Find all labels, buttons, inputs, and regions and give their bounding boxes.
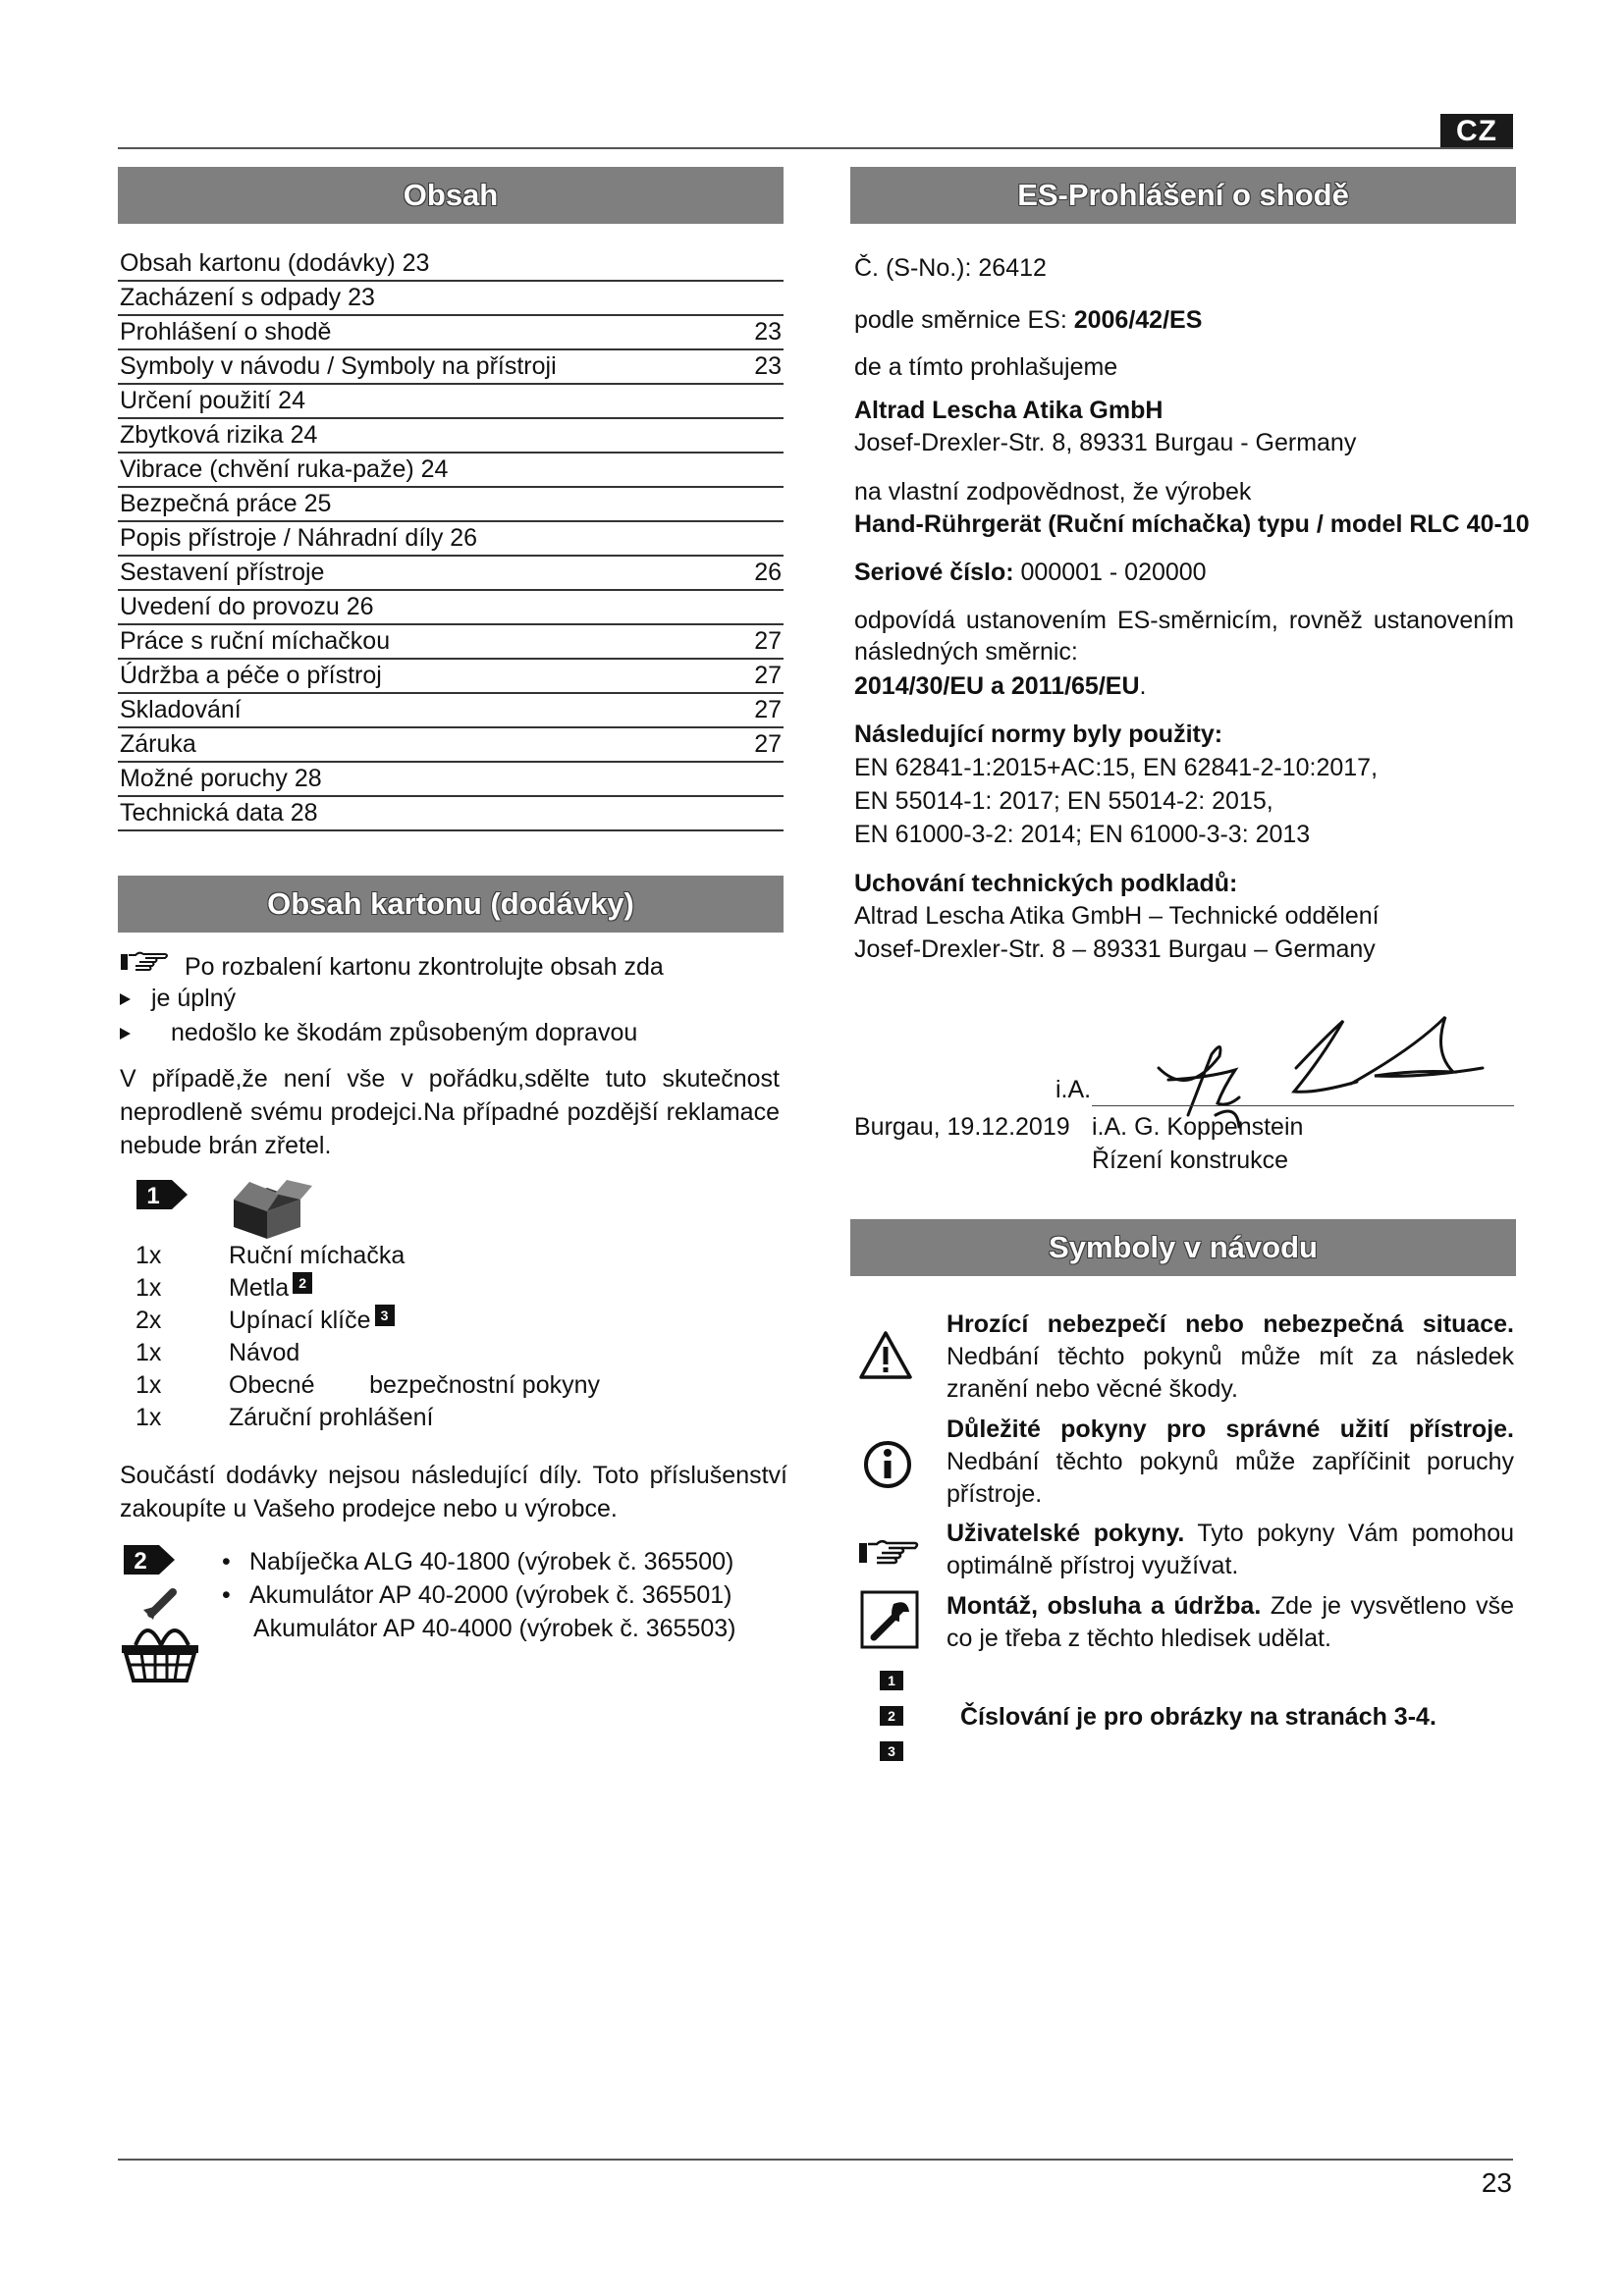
toc-row [118,385,784,419]
accessory-item: Akumulátor AP 40-4000 (výrobek č. 365503) [253,1615,736,1642]
accessories-note: Součástí dodávky nejsou následující díly. Toto příslušenství zakoupíte u Vašeho prodejce nebo u výrobce. [120,1462,787,1522]
toc-row [118,763,784,797]
toc-row [118,625,784,660]
toc-row [118,694,784,728]
declaration-responsibility: na vlastní zodpovědnost, že výrobek [854,478,1252,506]
declaration-docs-label: Uchování technických podkladů: [854,870,1238,897]
toc-row [118,728,784,763]
toc-page: 27 [754,696,782,723]
symbol-row-warning [858,1308,1514,1406]
symbol-row-assembly [858,1590,1514,1655]
accessory-item: • Nabíječka ALG 40-1800 (výrobek č. 365500) [222,1548,734,1575]
package-item [135,1369,685,1402]
symbol-text-info: Důležité pokyny pro správné užití přístroje. Nedbání těchto pokynů může zapříčinit poruchy přístroje. [947,1415,1514,1508]
toc-page: 27 [754,662,782,689]
toc-page: 27 [754,730,782,758]
svg-text:2: 2 [134,1548,147,1575]
declaration-declare: de a tímto prohlašujeme [854,353,1118,381]
toc-row [118,488,784,522]
footer-rule [118,2159,1513,2161]
toc-row [118,522,784,557]
wrench-icon [858,1590,947,1655]
toc-page: 23 [754,352,782,380]
numbering-note: Číslování je pro obrázky na stranách 3-4. [960,1703,1436,1731]
number-badge-3: 3 [880,1741,903,1761]
toc-row [118,282,784,316]
toc-title: Záruka [120,730,196,758]
signature-role: Řízení konstrukce [1092,1147,1289,1174]
symbol-text-user: Uživatelské pokyny. Tyto pokyny Vám pomohou optimálně přístroj využívat. [947,1520,1515,1579]
package-item [135,1272,685,1305]
toc-title: Možné poruchy 28 [120,765,322,792]
toc-title: Vibrace (chvění ruka-paže) 24 [120,455,449,483]
bullet-text: nedošlo ke škodám způsobeným dopravou [170,1019,638,1046]
toc-title: Zacházení s odpady 23 [120,284,375,311]
toc-heading: Obsah [118,167,784,224]
declaration-company: Altrad Lescha Atika GmbH [854,397,1164,424]
package-item [135,1337,685,1369]
svg-text:1: 1 [146,1183,160,1209]
bullet-no-damage [120,1016,637,1049]
toc-row [118,454,784,488]
table-of-contents [118,247,784,831]
accessory-item: • Akumulátor AP 40-2000 (výrobek č. 365501) [222,1581,732,1609]
check-intro [120,948,787,985]
pointing-hand-icon [120,948,185,985]
figure-ref-badge: 2 [293,1272,312,1294]
number-badge-2: 2 [880,1706,903,1726]
package-qty: 1x [135,1242,162,1269]
toc-title: Sestavení přístroje [120,559,325,586]
bullet-arrow-icon [120,1028,131,1040]
toc-row [118,350,784,385]
signature-signer: i.A. G. Koppenstein [1092,1113,1304,1141]
toc-title: Obsah kartonu (dodávky) 23 [120,249,430,277]
declaration-s-no: Č. (S-No.): 26412 [854,254,1047,282]
toc-title: Popis přístroje / Náhradní díly 26 [120,524,478,552]
package-qty: 1x [135,1339,162,1366]
toc-row [118,247,784,282]
symbol-text-warning: Hrozící nebezpečí nebo nebezpečná situace. Nedbání těchto pokynů může mít za následek zranění nebo věcné škody. [947,1310,1514,1403]
package-qty: 2x [135,1307,162,1334]
package-name: Návod [229,1339,300,1366]
declaration-product: Hand-Rührgerät (Ruční míchačka) typu / model RLC 40-10 [854,510,1530,538]
pointing-hand-icon [858,1518,947,1582]
toc-title: Údržba a péče o přístroj [120,662,382,689]
figure-2-badge [122,1543,177,1581]
header-rule [118,147,1513,149]
toc-title: Technická data 28 [120,799,318,827]
toc-row [118,419,784,454]
toc-title: Skladování [120,696,242,723]
toc-title: Uvedení do provozu 26 [120,593,374,620]
page-number: 23 [1481,2167,1512,2198]
toc-page: 26 [754,559,782,586]
declaration-heading: ES-Prohlášení o shodě [850,167,1516,224]
toc-row [118,591,784,625]
toc-row [118,557,784,591]
toc-page: 27 [754,627,782,655]
declaration-directive: podle směrnice ES: 2006/42/ES [854,306,1203,334]
package-item [135,1305,685,1337]
toc-title: Bezpečná práce 25 [120,490,332,517]
package-qty: 1x [135,1404,162,1431]
signature-line [1092,1105,1514,1106]
figure-ref-badge: 3 [375,1305,395,1326]
toc-title: Určení použití 24 [120,387,305,414]
contents-heading: Obsah kartonu (dodávky) [118,876,784,933]
signature-ia: i.A. [1056,1076,1092,1103]
bullet-complete [120,982,236,1015]
bullet-text: je úplný [150,985,237,1012]
declaration-conforms: odpovídá ustanovením ES-směrnicím, rovněž ustanovením následných směrnic: [854,607,1514,666]
signature-place-date: Burgau, 19.12.2019 [854,1113,1070,1141]
declaration-serial: Seriové číslo: 000001 - 020000 [854,559,1207,586]
shopping-basket-icon [118,1588,206,1687]
package-item [135,1402,685,1434]
toc-title: Práce s ruční míchačkou [120,627,391,655]
accessories-list [222,1545,811,1645]
package-items-list [135,1240,685,1434]
toc-row [118,316,784,350]
toc-title: Symboly v návodu / Symboly na přístroji [120,352,557,380]
symbol-row-info [858,1414,1514,1511]
package-name: Záruční prohlášení [229,1404,434,1431]
symbol-row-user [858,1518,1514,1582]
notice-text: V případě,že není vše v pořádku,sdělte tuto skutečnost neprodleně svému prodejci.Na případné pozdější reklamace nebude brán zřetel. [120,1065,780,1159]
declaration-address: Josef-Drexler-Str. 8, 89331 Burgau - Germany [854,429,1357,456]
toc-title: Prohlášení o shodě [120,318,332,346]
bullet-arrow-icon [120,993,131,1005]
symbols-heading: Symboly v návodu [850,1219,1516,1276]
package-qty: 1x [135,1371,162,1399]
toc-row [118,660,784,694]
figure-1-badge [135,1178,189,1216]
language-badge: CZ [1440,114,1513,149]
check-intro-text: Po rozbalení kartonu zkontrolujte obsah zda [185,952,664,981]
declaration-directives-extra: 2014/30/EU a 2011/65/EU. [854,672,1147,700]
info-icon [858,1414,947,1511]
package-name: Metla [229,1274,290,1302]
package-item [135,1240,685,1272]
declaration-docs: Altrad Lescha Atika GmbH – Technické oddělení Josef-Drexler-Str. 8 – 89331 Burgau – Germany [854,902,1380,963]
warning-triangle-icon [858,1308,947,1406]
package-name: Obecné bezpečnostní pokyny [229,1371,601,1399]
declaration-norms-label: Následující normy byly použity: [854,721,1223,748]
number-badge-1: 1 [880,1671,903,1690]
toc-title: Zbytková rizika 24 [120,421,318,449]
package-name: Upínací klíče [229,1307,371,1334]
declaration-norms: EN 62841-1:2015+AC:15, EN 62841-2-10:2017, EN 55014-1: 2017; EN 55014-2: 2015, EN 61000-3-2: 2014; EN 61000-3-3: 2013 [854,754,1379,848]
package-qty: 1x [135,1274,162,1302]
toc-row [118,797,784,831]
toc-page: 23 [754,318,782,346]
symbol-text-assembly: Montáž, obsluha a údržba. Zde je vysvětleno vše co je třeba z těchto hledisek udělat. [947,1592,1515,1652]
package-box-icon [228,1176,318,1246]
package-name: Ruční míchačka [229,1242,406,1269]
